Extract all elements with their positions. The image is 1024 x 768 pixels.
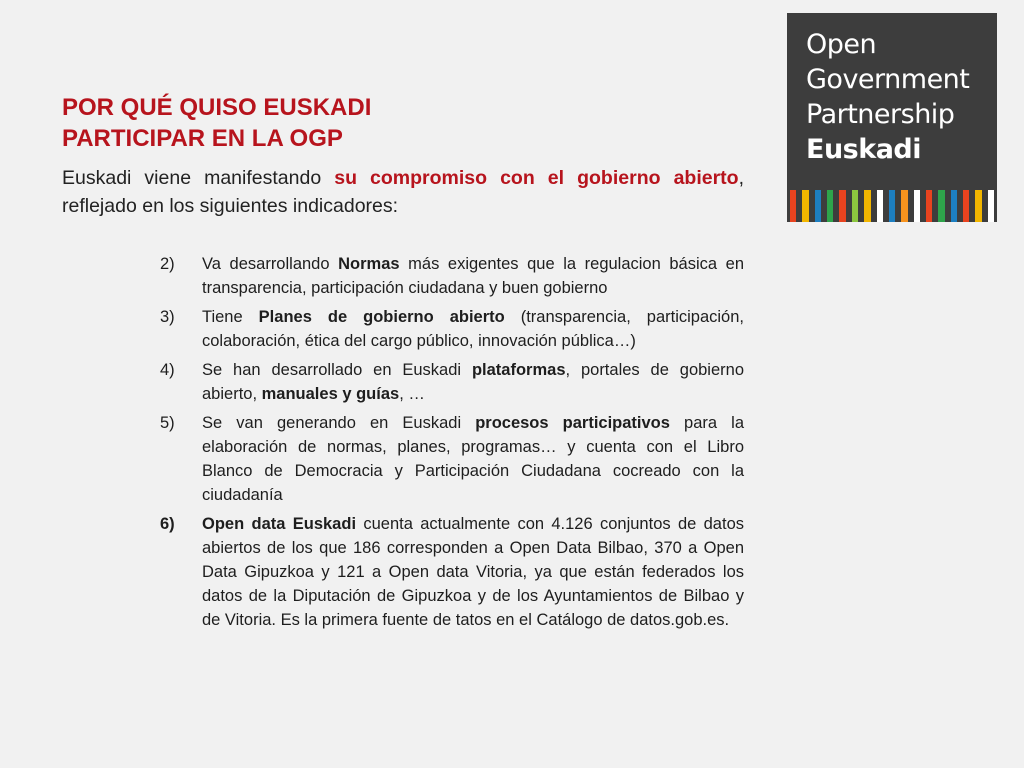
logo-line-open: Open (806, 29, 877, 60)
text-run: (transparencia, participación, colaboración, ética del cargo público, innovación pública…) (202, 308, 744, 350)
logo-stripe (815, 190, 821, 222)
list-item-text (202, 252, 744, 300)
intro-text-before: Euskadi viene manifestando (62, 167, 335, 189)
logo-color-stripes (787, 190, 997, 222)
indicator-list (160, 252, 744, 637)
list-item (160, 358, 744, 406)
list-item-text (202, 305, 744, 353)
title-line-2: PARTICIPAR EN LA OGP (62, 125, 343, 152)
bold-phrase: plataformas (471, 361, 566, 379)
list-item-text (202, 411, 744, 507)
list-item-number: 5) (160, 414, 175, 432)
logo-line-government: Government (806, 64, 970, 95)
ogp-euskadi-logo (787, 13, 997, 222)
bold-phrase: procesos participativos (475, 414, 670, 432)
text-run: más exigentes que la regulacion básica en transparencia, participación ciudadana y buen gobierno (202, 255, 744, 297)
intro-paragraph (62, 164, 744, 220)
list-item-number: 4) (160, 361, 175, 379)
page-title (62, 92, 462, 154)
bold-phrase: manuales y guías (261, 385, 400, 403)
text-run: Va desarrollando (202, 255, 339, 273)
logo-stripe (938, 190, 944, 222)
list-item-text (202, 358, 744, 406)
logo-stripe (877, 190, 883, 222)
logo-stripe (901, 190, 907, 222)
logo-stripe (951, 190, 957, 222)
logo-stripe (988, 190, 994, 222)
list-item-text (202, 512, 744, 632)
list-item-number: 2) (160, 255, 175, 273)
logo-stripe (914, 190, 920, 222)
logo-stripe (864, 190, 870, 222)
logo-stripe (926, 190, 932, 222)
text-run: cuenta actualmente con 4.126 conjuntos de datos abiertos de los que 186 corresponden a Open Data Bilbao, 370 a Open Data Gipuzkoa y 121 a Open data Vitoria, ya que están federados los datos de la Diputación de Gipuzkoa y de los Ayuntamientos de Bilbao y de Vitoria. Es la primera fuente de tatos en el Catálogo de datos.gob.es. (202, 515, 744, 629)
text-run: , portales de gobierno abierto, (202, 361, 744, 403)
list-item (160, 305, 744, 353)
text-run: para la elaboración de normas, planes, programas… y cuenta con el Libro Blanco de Democracia y Participación Ciudadana cocreado con la ciudadanía (202, 414, 744, 504)
list-item-number: 6) (160, 515, 175, 533)
intro-text-after: , reflejado en los siguientes indicadores: (62, 167, 745, 217)
logo-text (806, 27, 969, 167)
text-run: Se van generando en Euskadi (202, 414, 476, 432)
bold-phrase: Normas (338, 255, 400, 273)
logo-stripe (839, 190, 845, 222)
list-item (160, 512, 744, 632)
logo-stripe (975, 190, 981, 222)
logo-stripe (790, 190, 796, 222)
intro-highlight: su compromiso con el gobierno abierto (334, 167, 739, 189)
list-item-number: 3) (160, 308, 175, 326)
text-run: Se han desarrollado en Euskadi (202, 361, 472, 379)
list-item (160, 252, 744, 300)
logo-line-euskadi: Euskadi (806, 134, 921, 165)
text-run: , … (399, 385, 425, 403)
logo-stripe (802, 190, 808, 222)
list-item (160, 411, 744, 507)
logo-stripe (852, 190, 858, 222)
logo-stripe (827, 190, 833, 222)
bold-phrase: Planes de gobierno abierto (258, 308, 505, 326)
bold-phrase: Open data Euskadi (202, 515, 357, 533)
logo-stripe (963, 190, 969, 222)
title-line-1: POR QUÉ QUISO EUSKADI (62, 94, 372, 121)
logo-line-partnership: Partnership (806, 99, 955, 130)
text-run: Tiene (202, 308, 259, 326)
logo-stripe (889, 190, 895, 222)
